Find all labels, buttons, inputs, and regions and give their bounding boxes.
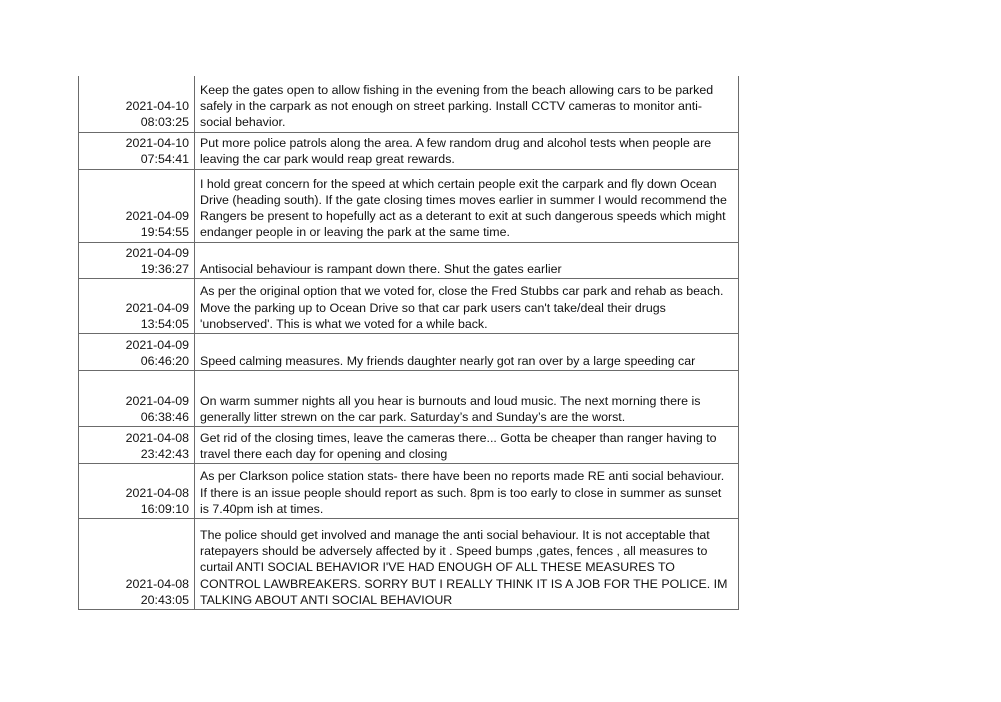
date-text: 2021-04-08 <box>125 485 189 500</box>
table-row <box>79 370 739 426</box>
table-row <box>79 132 739 169</box>
comment-text: Put more police patrols along the area. A few random drug and alcohol tests when people are leaving the car park would reap great rewards. <box>200 136 712 167</box>
time-text: 07:54:41 <box>140 152 189 167</box>
comment-text: Antisocial behaviour is rampant down there. Shut the gates earlier <box>200 261 562 276</box>
timestamp-cell <box>79 370 195 426</box>
time-text: 16:09:10 <box>140 501 189 516</box>
table-row <box>79 426 739 463</box>
time-text: 19:54:55 <box>140 225 189 240</box>
comment-text: Speed calming measures. My friends daughter nearly got ran over by a large speeding car <box>200 353 696 368</box>
date-text: 2021-04-09 <box>125 337 189 352</box>
comment-text: Keep the gates open to allow fishing in the evening from the beach allowing cars to be parked safely in the carpark as not enough on street parking. Install CCTV cameras to monitor anti-social behavior. <box>200 82 714 130</box>
comment-text: Get rid of the closing times, leave the cameras there... Gotta be cheaper than ranger having to travel there each day for opening and closing <box>200 430 717 461</box>
comment-cell <box>195 242 739 278</box>
comments-table <box>78 76 739 610</box>
timestamp-cell <box>79 76 195 132</box>
date-text: 2021-04-09 <box>125 209 189 224</box>
table-row <box>79 463 739 518</box>
time-text: 13:54:05 <box>140 316 189 331</box>
comment-cell <box>195 278 739 333</box>
date-text: 2021-04-09 <box>125 245 189 260</box>
timestamp-cell <box>79 242 195 278</box>
time-text: 06:46:20 <box>140 353 189 368</box>
table-row <box>79 333 739 370</box>
timestamp-cell <box>79 518 195 609</box>
comment-cell <box>195 463 739 518</box>
table-row <box>79 76 739 132</box>
comment-cell <box>195 169 739 242</box>
comment-cell <box>195 518 739 609</box>
timestamp-cell <box>79 463 195 518</box>
timestamp-cell <box>79 278 195 333</box>
comment-text: The police should get involved and manage the anti social behaviour. It is not acceptable that ratepayers should be adversely affected by it . Speed bumps ,gates, fences , all measures to curtail ANTI SOCIAL BEHAVIOR I'VE HAD ENOUGH OF ALL THESE MEASURES TO CONTROL LAWBREAKERS. SORRY BUT I REALLY THINK IT IS A JOB FOR THE POLICE. IM TALKING ABOUT ANTI SOCIAL BEHAVIOUR <box>200 527 728 607</box>
table-row <box>79 518 739 609</box>
date-text: 2021-04-08 <box>125 430 189 445</box>
date-text: 2021-04-09 <box>125 393 189 408</box>
comment-text: As per Clarkson police station stats- there have been no reports made RE anti social behaviour. If there is an issue people should report as such. 8pm is too early to close in summer as sunset is 7.40pm ish at times. <box>200 469 725 516</box>
time-text: 08:03:25 <box>140 115 189 130</box>
comment-cell <box>195 426 739 463</box>
timestamp-cell <box>79 169 195 242</box>
date-text: 2021-04-09 <box>125 300 189 315</box>
date-text: 2021-04-10 <box>125 136 189 151</box>
timestamp-cell <box>79 426 195 463</box>
timestamp-cell <box>79 132 195 169</box>
comment-text: On warm summer nights all you hear is burnouts and loud music. The next morning there is generally litter strewn on the car park. Saturday’s and Sunday’s are the worst. <box>200 393 701 424</box>
comment-cell <box>195 76 739 132</box>
time-text: 06:38:46 <box>140 409 189 424</box>
comment-cell <box>195 132 739 169</box>
comment-cell <box>195 370 739 426</box>
table-row <box>79 242 739 278</box>
table-row <box>79 278 739 333</box>
time-text: 19:36:27 <box>140 261 189 276</box>
comment-cell <box>195 333 739 370</box>
date-text: 2021-04-10 <box>125 99 189 114</box>
timestamp-cell <box>79 333 195 370</box>
table-row <box>79 169 739 242</box>
date-text: 2021-04-08 <box>125 576 189 591</box>
comment-text: I hold great concern for the speed at which certain people exit the carpark and fly down Ocean Drive (heading south). If the gate closing times moves earlier in summer I would recommend the Rangers be present to hopefully act as a deterant to exit at such dangerous speeds which might endanger people in or leaving the park at the same time. <box>200 176 727 240</box>
time-text: 20:43:05 <box>140 592 189 607</box>
comment-text: As per the original option that we voted for, close the Fred Stubbs car park and rehab as beach. Move the parking up to Ocean Drive so that car park users can't take/deal their drugs 'unobserved'. This is what we voted for a while back. <box>200 284 724 331</box>
time-text: 23:42:43 <box>140 446 189 461</box>
